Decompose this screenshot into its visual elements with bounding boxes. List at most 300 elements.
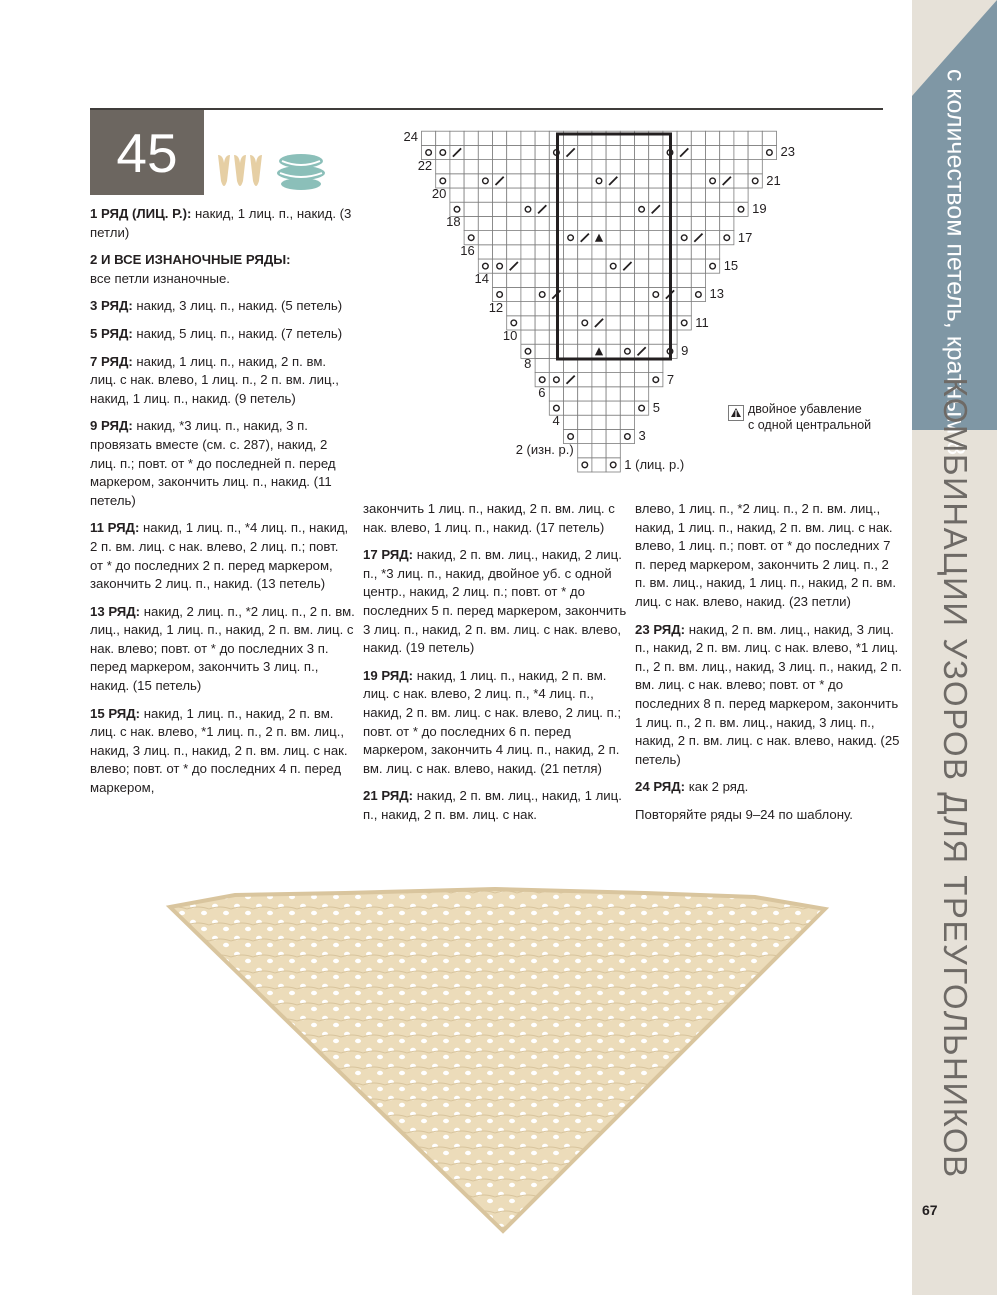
chart-cell [521,259,535,273]
row-label-right: 19 [752,201,767,217]
chart-cell [635,216,649,230]
chart-cell [521,302,535,316]
chart-cell [620,387,634,401]
row-label-left: 24 [403,129,418,145]
chart-cell [478,216,492,230]
row-label-right: 21 [766,172,781,188]
row-label-left: 8 [524,356,532,372]
row-label-right: 13 [709,286,724,302]
chart-cell [620,160,634,174]
chart-cell [493,273,507,287]
chart-cell [592,245,606,259]
chart-cell [478,188,492,202]
chart-cell [578,316,592,330]
row-label-left: 10 [502,328,518,343]
chart-cell [677,302,691,316]
chart-cell [606,287,620,301]
chart-cell [620,231,634,245]
chart-cell [521,188,535,202]
chart-cell [620,373,634,387]
chart-cell [578,387,592,401]
row-label-left: 18 [446,214,461,230]
chart-cell [564,316,578,330]
chart-cell [706,216,720,230]
chart-cell [507,287,521,301]
row-heading: 21 РЯД: [363,788,414,804]
chart-cell [493,202,507,216]
chart-cell [535,316,549,330]
chapter-title: КОМБИНАЦИИ УЗОРОВ ДЛЯ ТРЕУГОЛЬНИКОВ [937,377,974,1179]
row-label-left: 22 [417,157,433,173]
chart-cell [635,188,649,202]
chart-cell [564,302,578,316]
chart-cell [606,145,620,159]
chart-cell [734,160,748,174]
chart-cell [564,245,578,259]
chart-cell [549,358,563,372]
row-heading: 24 РЯД: [635,779,686,795]
chart-cell [564,174,578,188]
chart-cell [606,202,620,216]
chart-cell [592,259,606,273]
chart-cell [720,202,734,216]
chart-cell [478,245,492,259]
chapter-subtitle: с количеством петель, кратным 8 [941,68,970,456]
chart-cell [507,245,521,259]
chart-cell [578,273,592,287]
chart-cell [649,188,663,202]
chart-cell [635,145,649,159]
chart-cell [606,302,620,316]
chart-cell [606,259,620,273]
chart-cell [592,330,606,344]
row-label-right: 1 (лиц. р.) [624,456,685,472]
row-label-right: 23 [780,144,795,160]
chart-cell [606,245,620,259]
chart-cell [521,131,535,145]
chart-cell [606,188,620,202]
chart-cell [606,344,620,358]
chart-cell [649,174,663,188]
row-instruction: накид, 1 лиц. п., накид, 2 п. вм. лиц. с нак. влево, *1 лиц. п., 2 п. вм. лиц., накид, 3 лиц. п., накид, 2 п. вм. лиц. с нак. влево; повт. от * до последних 4 п. перед маркером, [90,705,348,796]
instructions-column-3 [635,500,903,834]
chart-cell [635,174,649,188]
chart-cell [507,188,521,202]
chart-cell [436,131,450,145]
row-instruction: накид, 1 лиц. п., накид. (3 петли) [90,206,352,240]
chart-cell [620,287,634,301]
chart-cell [691,245,705,259]
chart-cell [620,344,634,358]
chart-cell [592,358,606,372]
chart-cell [691,160,705,174]
chart-cell [677,231,691,245]
chart-cell [578,174,592,188]
chart-cell [620,316,634,330]
chart-cell [578,429,592,443]
chart-cell [677,216,691,230]
chart-cell [521,287,535,301]
instruction-paragraph [635,500,903,612]
chart-cell [564,401,578,415]
chart-cell [592,202,606,216]
row-instruction: все петли изнаночные. [90,270,230,286]
chart-cell [620,216,634,230]
chart-cell [578,330,592,344]
chart-cell [649,330,663,344]
chart-cell [507,273,521,287]
double-decrease-legend-icon [728,405,744,421]
chart-cell [706,259,720,273]
chart-cell [620,429,634,443]
chart-cell [578,444,592,458]
chart-cell [578,401,592,415]
instruction-paragraph [90,705,355,798]
row-heading: 9 РЯД: [90,418,133,434]
chart-cell [535,245,549,259]
chart-cell [592,458,606,472]
chart-cell [720,188,734,202]
chart-cell [592,188,606,202]
instructions-column-2 [363,500,628,834]
chart-cell [592,415,606,429]
chart-cell [606,401,620,415]
instruction-paragraph [90,251,355,288]
chart-cell [649,302,663,316]
chart-cell [564,387,578,401]
row-instruction: накид, 2 п. вм. лиц., накид, 1 лиц. п., накид, 2 п. вм. лиц. с нак. [363,788,622,822]
row-instruction: накид, 2 п. вм. лиц., накид, 3 лиц. п., накид, 2 п. вм. лиц. с нак. влево, *1 лиц. п., 2 п. вм. лиц., накид, 3 лиц. п., накид, 2 п. вм. лиц. с нак. влево; повт. от * до последних 8 п. перед маркером, закончить 1 лиц. п., 2 п. вм. лиц., накид, 3 лиц. п., накид, 2 п. вм. лиц. с нак. влево, накид. (25 петель) [635,621,902,767]
row-label-left: 2 (изн. р.) [515,441,574,457]
chart-cell [649,259,663,273]
chart-cell [720,231,734,245]
chart-cell [620,188,634,202]
chart-cell [422,131,436,145]
chart-cell [493,245,507,259]
chart-cell [521,316,535,330]
chart-cell [535,344,549,358]
chart-cell [620,358,634,372]
chart-cell [549,387,563,401]
chart-cell [691,188,705,202]
chart-cell [635,302,649,316]
chart-cell [635,245,649,259]
chart-cell [564,160,578,174]
chart-cell [578,287,592,301]
chart-cell [606,316,620,330]
chart-cell [493,216,507,230]
instruction-paragraph [363,667,628,779]
chart-cell [450,188,464,202]
instruction-paragraph [363,546,628,658]
chart-cell [578,344,592,358]
chart-cell [535,287,549,301]
chart-cell [578,415,592,429]
chart-cell [720,160,734,174]
chart-cell [677,160,691,174]
chart-cell [606,273,620,287]
chart-cell [677,273,691,287]
chart-cell [535,358,549,372]
instruction-paragraph [90,297,355,316]
chart-cell [734,174,748,188]
chart-cell [706,131,720,145]
chart-cell [564,231,578,245]
chart-cell [521,216,535,230]
chart-cell [677,202,691,216]
chart-cell [649,145,663,159]
chart-cell [606,216,620,230]
row-heading: 5 РЯД: [90,325,133,341]
knitted-swatch-photo [165,885,835,1240]
chart-cell [493,231,507,245]
chart-cell [748,145,762,159]
row-heading: 13 РЯД: [90,603,141,619]
chart-cell [578,188,592,202]
row-heading: 19 РЯД: [363,667,414,683]
chart-cell [564,287,578,301]
chart-legend: двойное убавление с одной центральной [748,402,872,432]
chart-cell [635,287,649,301]
chart-cell [734,202,748,216]
row-label-right: 17 [737,229,753,245]
chart-cell [493,259,507,273]
chart-cell [649,160,663,174]
chart-cell [478,131,492,145]
chart-cell [635,330,649,344]
chart-cell [691,174,705,188]
row-label-left: 14 [474,271,489,287]
row-instruction: накид, 2 лиц. п., *2 лиц. п., 2 п. вм. лиц., накид, 1 лиц. п., накид, 2 п. вм. лиц. с нак. влево; повт. от * до последних 3 п. перед маркером, закончить 3 лиц. п., накид. (15 петель) [90,603,355,694]
chart-cell [592,216,606,230]
row-heading: 1 РЯД (ЛИЦ. Р.): [90,206,192,221]
chart-cell [535,231,549,245]
chart-cell [649,287,663,301]
chart-cell [478,160,492,174]
pattern-number: 45 [90,110,204,195]
chart-cell [564,202,578,216]
instruction-paragraph [90,519,355,593]
chart-cell [606,458,620,472]
chart-cell [535,302,549,316]
chart-cell [464,160,478,174]
chart-cell [436,145,450,159]
chart-cell [464,202,478,216]
chart-cell [535,160,549,174]
chart-cell [620,415,634,429]
instruction-paragraph [363,500,628,537]
chart-cell [450,160,464,174]
chart-cell [592,160,606,174]
chart-cell [677,131,691,145]
instruction-paragraph [90,353,355,409]
row-instruction: влево, 1 лиц. п., *2 лиц. п., 2 п. вм. лиц., накид, 1 лиц. п., накид, 2 п. вм. лиц. с нак. влево, 1 лиц. п.; повт. от * до последних 7 п. перед маркером, закончить 2 лиц. п., 2 п. вм. лиц., накид, 1 лиц. п., накид, 2 п. вм. лиц. с нак. влево, накид. (23 петли) [635,501,897,609]
row-instruction: как 2 ряд. [685,779,749,795]
chart-cell [606,160,620,174]
chart-cell [691,287,705,301]
row-instruction: Повторяйте ряды 9–24 по шаблону. [635,806,853,822]
chart-cell [464,131,478,145]
chart-cell [606,387,620,401]
chart-cell [507,160,521,174]
chart-cell [478,231,492,245]
row-instruction: накид, 1 лиц. п., накид, 2 п. вм. лиц. с нак. влево, 2 лиц. п., *4 лиц. п., накид, 2 п. вм. лиц. с нак. влево, 2 лиц. п.; повт. от * до последних 6 п. перед маркером, закончить 4 лиц. п., накид, 2 п. вм. лиц. с нак. влево, накид. (21 петля) [363,667,622,776]
chart-cell [635,202,649,216]
chart-cell [478,174,492,188]
chart-cell [734,188,748,202]
instruction-paragraph [90,417,355,510]
chart-cell [464,145,478,159]
row-instruction: накид, 1 лиц. п., накид, 2 п. вм. лиц. с нак. влево, 1 лиц. п., 2 п. вм. лиц., накид, 1 лиц. п., накид. (9 петель) [90,353,339,406]
instruction-paragraph [363,787,628,824]
row-label-right: 15 [723,258,739,273]
chart-cell [564,259,578,273]
chart-cell [677,316,691,330]
row-heading: 23 РЯД: [635,621,686,637]
chart-cell [748,131,762,145]
chart-cell [691,202,705,216]
row-label-right: 3 [638,428,646,444]
chart-cell [691,216,705,230]
chart-cell [478,145,492,159]
chart-cell [564,273,578,287]
row-heading: 2 И ВСЕ ИЗНАНОЧНЫЕ РЯДЫ: [90,252,291,268]
chart-cell [578,358,592,372]
row-label-left: 16 [460,242,475,258]
row-heading: 3 РЯД: [90,298,133,314]
chart-cell [677,174,691,188]
chart-cell [535,216,549,230]
chart-cell [450,174,464,188]
chart-cell [464,174,478,188]
chart-cell [635,358,649,372]
row-label-right: 7 [666,371,675,387]
row-label-right: 11 [695,314,709,330]
chart-cell [606,429,620,443]
chart-cell [606,358,620,372]
chart-cell [436,160,450,174]
chart-cell [507,231,521,245]
chart-cell [507,216,521,230]
chart-cell [507,202,521,216]
chart-cell [592,387,606,401]
chart-cell [720,216,734,230]
chart-cell [734,131,748,145]
row-label-right: 5 [652,400,660,415]
chart-cell [706,188,720,202]
chart-cell [564,330,578,344]
chart-cell [635,316,649,330]
chart-cell [521,145,535,159]
chart-cell [720,131,734,145]
chart-cell [649,231,663,245]
chart-cell [606,330,620,344]
chart-cell [535,330,549,344]
chart-cell [649,273,663,287]
row-instruction: накид, *3 лиц. п., накид, 3 п. провязать вместе (см. с. 287), накид, 2 лиц. п.; повт. от * до последней п. перед маркером, закончить лиц. п., накид. (11 петель) [90,418,336,508]
chart-cell [706,145,720,159]
chart-cell [620,330,634,344]
chart-cell [649,245,663,259]
row-label-right: 9 [681,343,689,359]
instruction-paragraph [90,205,355,242]
chart-cell [549,373,563,387]
chart-cell [592,302,606,316]
instruction-paragraph [90,603,355,696]
chart-cell [720,145,734,159]
instruction-paragraph [635,621,903,770]
chart-cell [691,273,705,287]
chart-cell [635,373,649,387]
chart-cell [691,145,705,159]
chart-cell [592,287,606,301]
chart-cell [691,259,705,273]
chart-cell [507,131,521,145]
chart-cell [649,344,663,358]
page-number: 67 [922,1202,938,1218]
chart-cell [706,245,720,259]
chart-cell [649,316,663,330]
chart-cell [734,145,748,159]
chart-cell [535,131,549,145]
chart-cell [535,174,549,188]
chart-cell [748,174,762,188]
row-heading: 7 РЯД: [90,353,133,369]
chart-cell [564,188,578,202]
chart-cell [706,160,720,174]
chart-cell [635,401,649,415]
chart-cell [649,358,663,372]
chart-cell [450,131,464,145]
chart-cell [535,188,549,202]
chart-cell [564,358,578,372]
chart-cell [592,145,606,159]
chart-cell [507,174,521,188]
chart-cell [535,259,549,273]
chart-cell [677,259,691,273]
chart-cell [677,188,691,202]
chart-cell [578,259,592,273]
chart-cell [635,231,649,245]
chart-cell [706,231,720,245]
chart-cell [649,373,663,387]
instruction-paragraph [635,778,903,797]
chart-cell [620,245,634,259]
chart-cell [578,145,592,159]
chart-cell [635,160,649,174]
chart-cell [592,429,606,443]
row-label-left: 4 [552,413,560,429]
row-instruction: накид, 3 лиц. п., накид. (5 петель) [132,298,343,314]
chart-cell [620,302,634,316]
chart-cell [606,231,620,245]
chart-cell [493,160,507,174]
chart-cell [606,444,620,458]
chart-cell [578,373,592,387]
chart-cell [691,131,705,145]
row-heading: 15 РЯД: [90,705,141,721]
chart-cell [592,174,606,188]
instruction-paragraph [90,325,355,344]
chart-cell [535,273,549,287]
chart-cell [521,231,535,245]
chart-cell [606,415,620,429]
chart-cell [620,401,634,415]
chart-cell [507,302,521,316]
chart-cell [464,216,478,230]
chart-cell [521,245,535,259]
chart-cell [493,145,507,159]
